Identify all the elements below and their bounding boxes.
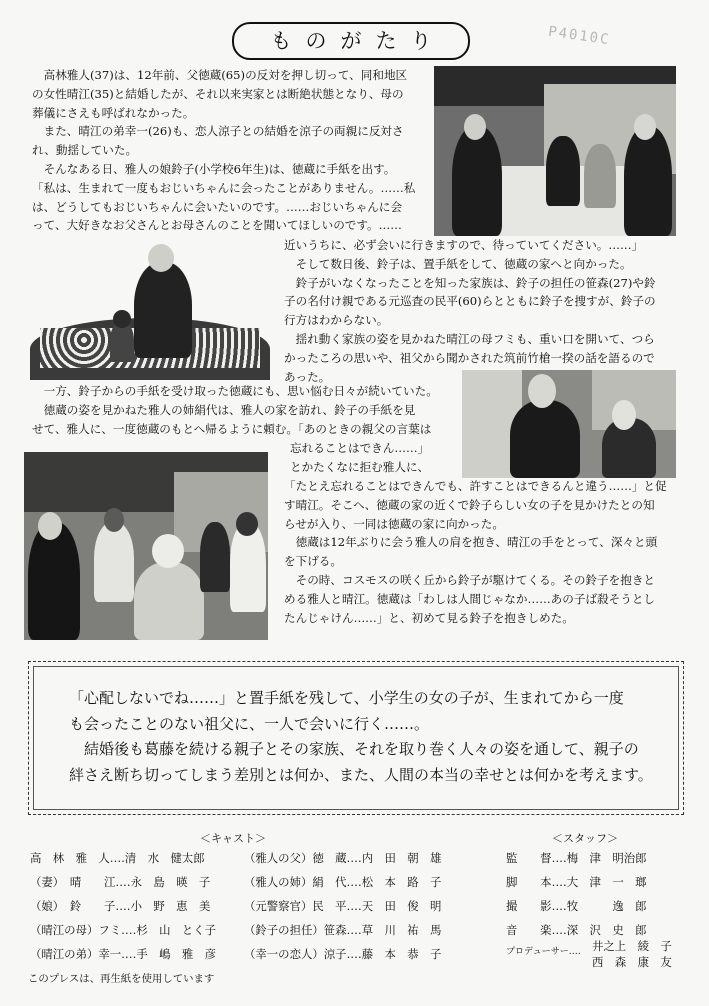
story-line: 揺れ動く家族の姿を見かねた晴江の母フミも、重い口を開いて、つら: [284, 331, 655, 346]
story-block-mid-right: [284, 236, 656, 386]
photo-couple: [462, 370, 676, 478]
staff-entry: 音 楽‥‥深 沢 史 郎: [506, 923, 647, 937]
story-line: 徳蔵の姿を見かねた雅人の姉絹代は、雅人の家を訪れ、鈴子の手紙を見: [32, 402, 416, 417]
staff-entry: 撮 影‥‥牧 逸 郎: [506, 899, 647, 913]
story-line: らせが入り、一同は徳蔵の家に向かった。: [284, 516, 504, 531]
story-line: また、晴江の弟幸一(26)も、恋人涼子との結婚を涼子の両親に反対さ: [32, 124, 404, 139]
photo-cosmos-field: [30, 238, 270, 380]
cast-entry: （雅人の父）徳 蔵‥‥内 田 朝 雄: [244, 851, 442, 865]
producer-label: プロデューサー‥‥: [506, 947, 581, 957]
staff-entry: 脚 本‥‥大 津 一 瑯: [506, 875, 647, 889]
story-line: を下げる。: [284, 554, 342, 569]
staff-entry: 監 督‥‥梅 津 明治郎: [506, 851, 647, 865]
story-line: 葬儀にさえも呼ばれなかった。: [32, 105, 195, 120]
producer-name: 西 森 康 友: [592, 955, 672, 969]
story-block-top: [32, 66, 415, 235]
story-line: 近いうちに、必ず会いに行きますので、待っていてください。……」: [284, 238, 644, 252]
story-line: 行方はわからない。: [284, 313, 389, 328]
story-line: の女性晴江(35)と結婚したが、それ以来実家とは断絶状態となり、母の: [32, 86, 404, 101]
producer-name: 井之上 綾 子: [592, 939, 672, 953]
story-line: す晴江。そこへ、徳蔵の家の近くで鈴子らしい女の子を見かけたとの知: [284, 497, 655, 512]
story-line: かったころの思いや、祖父から聞かされた筑前竹槍一揆の話を語るので: [284, 350, 655, 365]
story-block-mid-narrow-1: [32, 420, 431, 439]
summary-text: [69, 686, 653, 788]
story-line: とかたくなに拒む雅人に、: [290, 459, 430, 474]
story-line: って、大好きなお父さんとお母さんのことを聞いてほしいのです。……: [32, 218, 402, 233]
story-line: れ、動揺していた。: [32, 143, 138, 158]
story-line: 忘れることはできん……」: [290, 441, 430, 455]
story-line: せて、雅人に、一度徳蔵のもとへ帰るように頼む。「あのときの親父の言葉は: [32, 422, 432, 436]
recycled-paper-note: このプレスは、再生紙を使用しています: [28, 973, 215, 985]
cast-list-left: [30, 846, 216, 966]
story-line: そして数日後、鈴子は、置手紙をして、徳蔵の家へと向かった。: [284, 256, 632, 271]
story-line: あった。: [284, 369, 331, 384]
story-block-mid-narrow-2: [290, 439, 429, 477]
summary-line: 結婚後も葛藤を続ける親子とその家族、それを取り巻く人々の姿を通して、親子の: [69, 740, 639, 758]
cast-list-right: [244, 846, 441, 966]
story-block-bottom: [284, 477, 667, 627]
photo-family-indoor: [434, 66, 676, 236]
story-line: そんなある日、雅人の娘鈴子(小学校6年生)は、徳蔵に手紙を出す。: [32, 161, 396, 176]
cast-entry: （娘） 鈴 子‥‥小 野 恵 美: [30, 899, 211, 913]
summary-line: 絆さえ断ち切ってしまう差別とは何か、また、人間の本当の幸せとは何かを考えます。: [69, 765, 653, 784]
story-line: たんじゃけん……」と、初めて見る鈴子を抱きしめた。: [284, 610, 574, 625]
handwritten-code-stamp: P4010C: [547, 23, 612, 49]
staff-list: [506, 846, 647, 942]
story-line: 徳蔵は12年ぶりに会う雅人の肩を抱き、晴江の手をとって、深々と頭: [284, 535, 658, 550]
cast-entry: （元警察官）民 平‥‥天 田 俊 明: [244, 899, 442, 913]
staff-heading: ＜スタッフ＞: [552, 832, 618, 845]
photo-family-gathering: [24, 452, 268, 640]
story-line: 子の名付け親である元巡査の民平(60)らとともに鈴子を捜すが、鈴子の: [284, 294, 656, 309]
cast-heading: ＜キャスト＞: [200, 832, 266, 845]
cast-entry: （妻） 晴 江‥‥永 島 暎 子: [30, 875, 211, 889]
cast-entry: （雅人の姉）絹 代‥‥松 本 路 子: [244, 875, 442, 889]
cast-entry: （幸一の恋人）涼子‥‥藤 本 恭 子: [244, 947, 442, 961]
story-line: 一方、鈴子からの手紙を受け取った徳蔵にも、思い悩む日々が続いていた。: [32, 384, 438, 398]
story-line: 鈴子がいなくなったことを知った家族は、鈴子の担任の笹森(27)や鈴: [284, 275, 656, 290]
summary-line: も会ったことのない祖父に、一人で会いに行く……。: [69, 714, 430, 733]
cast-entry: 高 林 雅 人‥‥清 水 健太郎: [30, 851, 205, 865]
page-title: ものがたり: [232, 22, 470, 60]
summary-box: [28, 661, 684, 815]
story-line: は、どうしてもおじいちゃんに会いたいのです。……おじいちゃんに会: [32, 199, 403, 214]
summary-line: 「心配しないでね……」と置手紙を残して、小学生の女の子が、生まれてから一度: [69, 689, 624, 707]
story-line: 「私は、生まれて一度もおじいちゃんに会ったことがありません。……私: [32, 180, 416, 195]
story-line: 高林雅人(37)は、12年前、父徳蔵(65)の反対を押し切って、同和地区: [32, 68, 408, 82]
story-block-mid-full: [32, 382, 438, 420]
cast-entry: （晴江の弟）幸一‥‥手 嶋 雅 彦: [30, 947, 217, 961]
story-line: める雅人と晴江。徳蔵は「わしは人間じゃなか……あの子ば殺そうとし: [284, 591, 656, 606]
cast-entry: （鈴子の担任）笹森‥‥草 川 祐 馬: [244, 923, 442, 937]
cast-entry: （晴江の母）フミ‥‥杉 山 とく子: [30, 923, 217, 937]
story-line: 「たとえ忘れることはできんでも、許すことはできるんと違う……」と促: [284, 479, 667, 493]
story-line: その時、コスモスの咲く丘から鈴子が駆けてくる。その鈴子を抱きと: [284, 572, 656, 587]
